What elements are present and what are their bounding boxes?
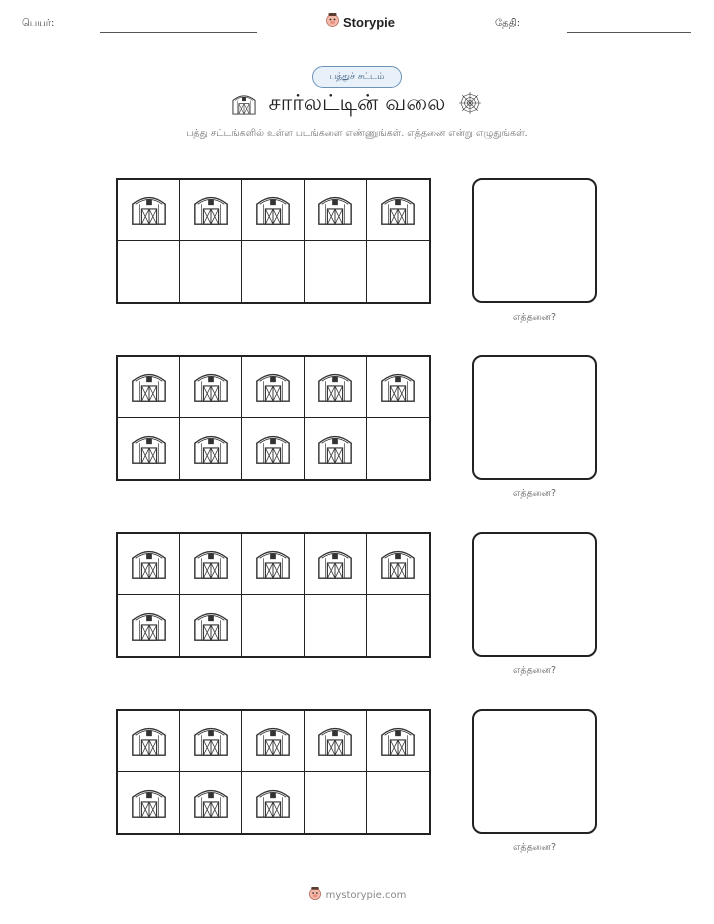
frame-cell: [305, 357, 367, 418]
name-field[interactable]: [100, 32, 257, 33]
answer-label: எத்தனை?: [512, 488, 557, 499]
barn-icon: [254, 782, 292, 824]
frame-cell: [367, 711, 429, 772]
ten-frame: [116, 355, 431, 481]
frame-cell: [367, 534, 429, 595]
frame-cell: [180, 357, 242, 418]
frame-cell: [118, 418, 180, 479]
barn-icon: [130, 428, 168, 470]
frame-cell: [118, 241, 180, 302]
ten-frame: [116, 532, 431, 658]
barn-icon: [316, 720, 354, 762]
answer-box[interactable]: [472, 532, 597, 657]
barn-icon: [192, 366, 230, 408]
ten-frame: [116, 709, 431, 835]
frame-cell: [367, 357, 429, 418]
frame-cell: [180, 772, 242, 833]
answer-box[interactable]: [472, 178, 597, 303]
brand-name: Storypie: [343, 14, 396, 30]
barn-icon: [192, 543, 230, 585]
frame-cell: [367, 418, 429, 479]
frame-cell: [367, 595, 429, 656]
frame-cell: [242, 711, 304, 772]
frame-cell: [118, 711, 180, 772]
barn-icon: [192, 720, 230, 762]
frame-cell: [305, 595, 367, 656]
frame-cell: [242, 357, 304, 418]
barn-icon: [192, 189, 230, 231]
answer-box[interactable]: [472, 709, 597, 834]
barn-icon: [316, 428, 354, 470]
frame-cell: [118, 595, 180, 656]
instructions: பத்து சட்டங்களில் உள்ள படங்களை எண்ணுங்கள். எத்தனை என்று எழுதுங்கள்.: [186, 128, 528, 139]
barn-icon: [130, 543, 168, 585]
frame-cell: [180, 711, 242, 772]
barn-icon: [192, 605, 230, 647]
ten-frame: [116, 178, 431, 304]
barn-icon: [379, 366, 417, 408]
barn-icon: [316, 366, 354, 408]
footer: [0, 886, 714, 904]
barn-icon: [231, 90, 257, 120]
barn-icon: [192, 428, 230, 470]
frame-cell: [180, 418, 242, 479]
pig-mascot-icon: [308, 886, 322, 904]
frame-cell: [242, 241, 304, 302]
topic-badge: பத்துச் சட்டம்: [312, 66, 402, 88]
barn-icon: [379, 720, 417, 762]
frame-cell: [305, 180, 367, 241]
date-field[interactable]: [567, 32, 691, 33]
barn-icon: [254, 428, 292, 470]
barn-icon: [379, 543, 417, 585]
frame-cell: [305, 711, 367, 772]
frame-cell: [305, 241, 367, 302]
barn-icon: [130, 782, 168, 824]
title-row: [0, 90, 714, 120]
frame-cell: [180, 534, 242, 595]
frame-cell: [305, 772, 367, 833]
frame-cell: [242, 180, 304, 241]
frame-cell: [367, 241, 429, 302]
frame-cell: [242, 534, 304, 595]
spider-web-icon: [457, 90, 483, 120]
barn-icon: [130, 189, 168, 231]
answer-label: எத்தனை?: [512, 312, 557, 323]
frame-cell: [180, 180, 242, 241]
storypie-logo: [325, 12, 395, 32]
frame-cell: [242, 418, 304, 479]
page-title: சார்லட்டின் வலை: [268, 91, 446, 116]
barn-icon: [316, 543, 354, 585]
barn-icon: [130, 366, 168, 408]
frame-cell: [118, 357, 180, 418]
answer-box[interactable]: [472, 355, 597, 480]
frame-cell: [367, 180, 429, 241]
barn-icon: [316, 189, 354, 231]
frame-cell: [118, 772, 180, 833]
frame-cell: [180, 241, 242, 302]
frame-cell: [118, 180, 180, 241]
date-label: தேதி:: [495, 18, 521, 29]
barn-icon: [254, 366, 292, 408]
pig-mascot-icon: [325, 12, 340, 32]
frame-cell: [180, 595, 242, 656]
answer-label: எத்தனை?: [512, 665, 557, 676]
barn-icon: [254, 543, 292, 585]
frame-cell: [242, 595, 304, 656]
barn-icon: [379, 189, 417, 231]
frame-cell: [242, 772, 304, 833]
frame-cell: [305, 534, 367, 595]
name-label: பெயர்:: [22, 18, 55, 29]
barn-icon: [130, 605, 168, 647]
barn-icon: [254, 189, 292, 231]
frame-cell: [305, 418, 367, 479]
frame-cell: [367, 772, 429, 833]
barn-icon: [254, 720, 292, 762]
barn-icon: [130, 720, 168, 762]
barn-icon: [192, 782, 230, 824]
answer-label: எத்தனை?: [512, 842, 557, 853]
frame-cell: [118, 534, 180, 595]
footer-url[interactable]: mystorypie.com: [325, 889, 407, 901]
